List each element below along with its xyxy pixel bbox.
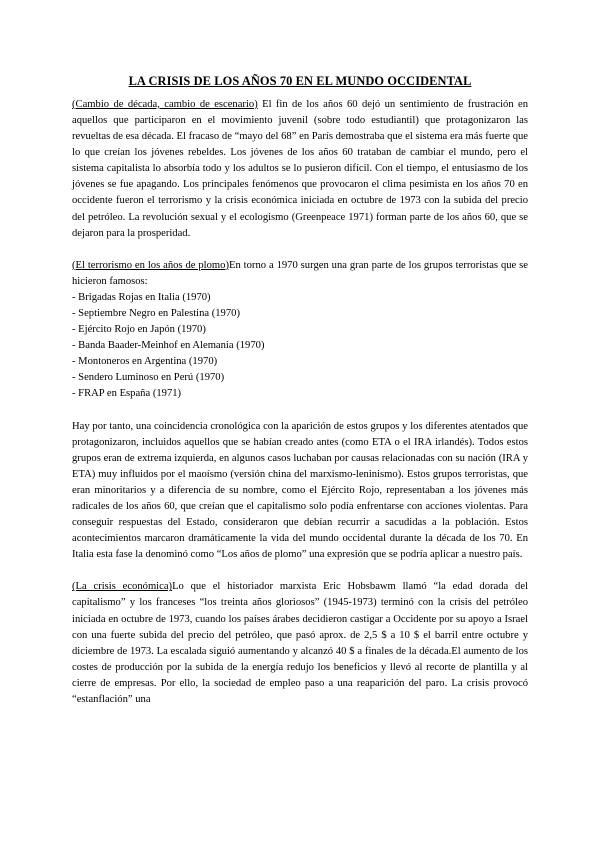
list-item: - Montoneros en Argentina (1970) [72, 356, 218, 368]
section-heading: (La crisis económica) [72, 581, 173, 593]
section-coincidence: Hay por tanto, una coincidencia cronológica con la aparición de estos grupos y los diferentes atentados que protagonizaron, incluidos aquellos que se habían creado antes (como ETA o el IRA irlandés). Todos estos grupos eran de extrema izquierda, en algunos casos luchaban por causas relacionadas con su nación (IRA y ETA) muy influidos por el maoísmo (versión china del marxismo-leninismo). Estos grupos terroristas, que eran minoritarios y a diferencia de su nombre, como el Ejército Rojo, representaban a los jóvenes más radicales de los años 60, que creían que el capitalismo solo podía enfrentarse con acciones violentas. Para conseguir respuestas del Estado, consideraron que debían recurrir a sacudidas a la población. Estos acontecimientos marcaron dramáticamente la vida del mundo occidental durante la década de los 70. En Italia esta fase la denominó como “Los años de plomo” una expresión que se podría aplicar a nuestro país. [72, 420, 528, 561]
section-change-decade [72, 97, 528, 242]
section-economic-crisis [72, 579, 528, 708]
section-terrorism [72, 258, 528, 290]
paragraph-gap [72, 563, 528, 579]
list-item: - Ejército Rojo en Japón (1970) [72, 324, 206, 336]
paragraph-gap [72, 242, 528, 258]
document-page [72, 72, 528, 708]
section-text: En torno a 1970 surgen una gran parte de los grupos terroristas que se hicieron famosos: [72, 259, 528, 287]
section-text: Lo que el historiador marxista Eric Hobsbawm llamó “la edad dorada del capitalismo” y los franceses “los treinta años gloriosos” (1945-1973) terminó con la crisis del petróleo iniciada en octubre de 1973, cuando los países árabes decidieron castigar a Occidente por su apoyo a Israel con una fuerte subida del precio del petróleo, que pasó aprox. de 2,5 $ a 10 $ el barril entre octubre y diciembre de 1973. La escalada siguió aumentando y alcanzó 40 $ a finales de la década.El aumento de los costes de producción por la subida de la energía redujo los beneficios y llevó al recorte de plantilla y al cierre de empresas. Por ello, la sociedad de empleo paso a una reaparición del paro. La crisis provocó “estanflación” una [72, 581, 528, 706]
list-item: - Banda Baader-Meinhof en Alemania (1970) [72, 340, 265, 352]
list-item: - FRAP en España (1971) [72, 388, 182, 400]
section-heading: (El terrorismo en los años de plomo) [72, 259, 229, 271]
terrorist-groups-list [72, 290, 528, 403]
list-item: - Brigadas Rojas en Italia (1970) [72, 291, 211, 303]
paragraph-gap [72, 403, 528, 419]
list-item: - Sendero Luminoso en Perú (1970) [72, 372, 225, 384]
list-item: - Septiembre Negro en Palestina (1970) [72, 307, 240, 319]
section-text: El fin de los años 60 dejó un sentimiento de frustración en aquellos que participaron en el movimiento juvenil (sobre todo estudiantil) que protagonizaron las revueltas de esa década. El fracaso de “mayo del 68” en París demostraba que el sistema era más fuerte que lo que creían los jóvenes rebeldes. Los jóvenes de los años 60 trataban de cambiar el mundo, pero el sistema capitalista lo absorbía todo y los adultos se lo pusieron difícil. Con el tiempo, el entusiasmo de los jóvenes se fue apagando. Los principales fenómenos que provocaron el clima pesimista en los años 70 en occidente fueron el terrorismo y la crisis económica iniciada en octubre de 1973 con la subida del precio del petróleo. La revolución sexual y el ecologismo (Greenpeace 1971) forman parte de los años 60, que se dejaron para la prosperidad. [72, 98, 528, 239]
section-heading: (Cambio de década, cambio de escenario) [72, 98, 258, 110]
document-title: LA CRISIS DE LOS AÑOS 70 EN EL MUNDO OCCIDENTAL [128, 74, 472, 88]
